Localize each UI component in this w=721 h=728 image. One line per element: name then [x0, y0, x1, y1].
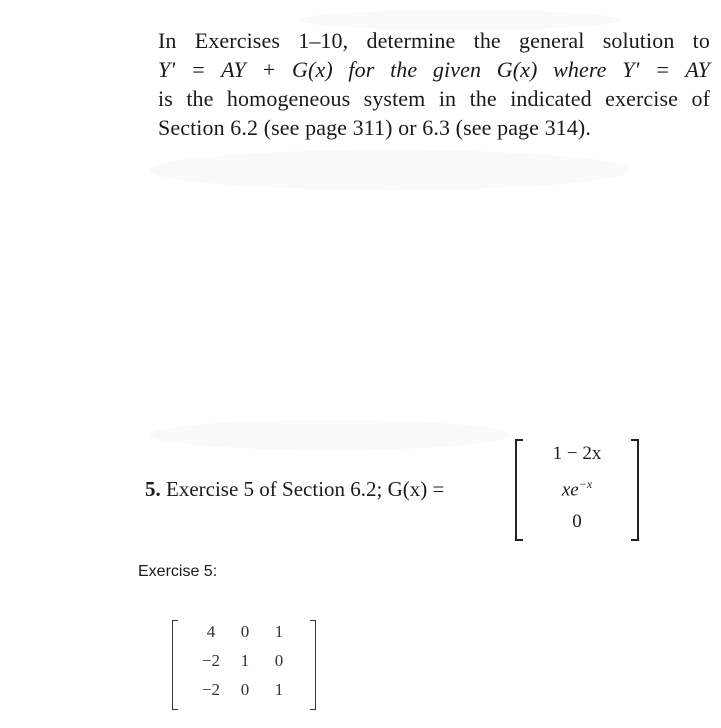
- scan-smudge: [150, 150, 630, 190]
- matrix-a: [172, 620, 316, 716]
- matrix-row: [186, 622, 302, 650]
- instruction-line: Section 6.2 (see page 311) or 6.3 (see page 314).: [158, 115, 591, 140]
- g-entry-2: [515, 477, 639, 501]
- instruction-line: Y′ = AY + G(x) for the given G(x) where Y′ = AY: [158, 57, 710, 82]
- matrix-row: [186, 651, 302, 679]
- matrix-cell: 1: [274, 622, 284, 641]
- exercise-5-title: Exercise 5:: [138, 563, 218, 580]
- problem-label: [145, 477, 444, 502]
- g-vector: [515, 437, 639, 543]
- matrix-cell: 0: [240, 680, 250, 699]
- g-entry-1: 1 − 2x: [552, 443, 602, 464]
- g-entry-3: 0: [572, 511, 582, 532]
- matrix-cell: 0: [240, 622, 250, 641]
- matrix-cell: 1: [240, 651, 250, 670]
- g-entry-2-base: xe: [561, 479, 579, 501]
- problem-5: [145, 437, 665, 543]
- matrix-cell: 1: [274, 680, 284, 699]
- instruction-line: In Exercises 1–10, determine the general solution to: [158, 28, 710, 53]
- matrix-row: [186, 680, 302, 708]
- matrix-cell: 0: [274, 651, 284, 670]
- g-entry-2-exponent: −x: [578, 477, 593, 491]
- instruction-line: is the homogeneous system in the indicated exercise of: [158, 86, 710, 111]
- left-bracket: [172, 620, 178, 710]
- exercise-instructions: [158, 26, 710, 142]
- problem-text: Exercise 5 of Section 6.2; G(x) =: [166, 477, 445, 501]
- problem-number: 5.: [145, 477, 161, 501]
- matrix-cell: 4: [206, 622, 216, 641]
- right-bracket: [310, 620, 316, 710]
- matrix-cell: −2: [201, 651, 221, 670]
- matrix-cell: −2: [201, 680, 221, 699]
